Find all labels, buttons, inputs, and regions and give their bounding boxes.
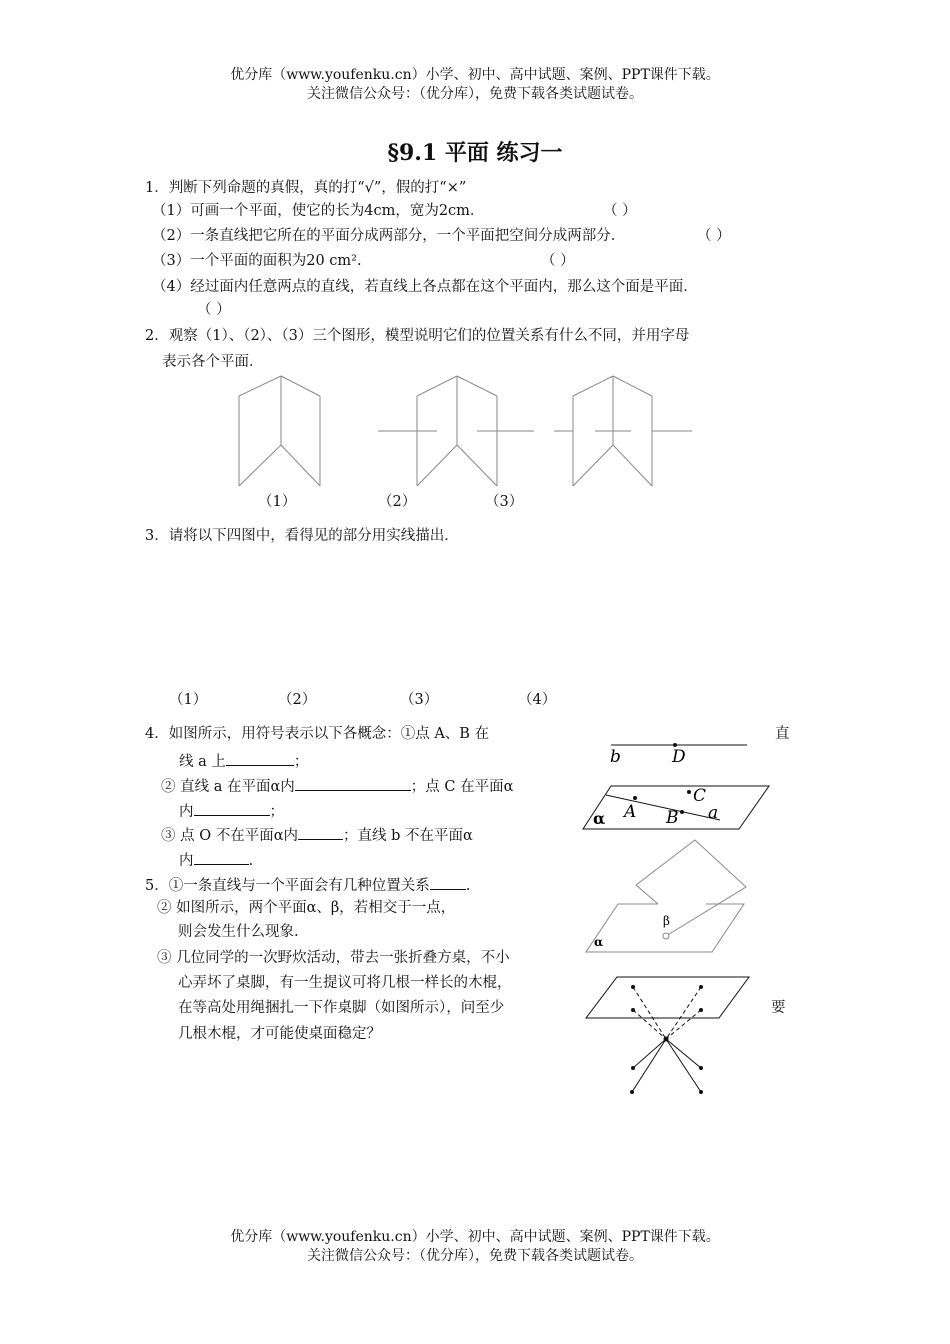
q4-line-5-end: ；直线 b 不在平面α — [343, 828, 473, 844]
label-B: B — [666, 808, 679, 828]
page-title: §9.1 平面 练习一 — [387, 140, 563, 166]
label-D: D — [672, 747, 686, 767]
label-beta: β — [663, 914, 670, 928]
q2-label-2: （2） — [378, 494, 417, 510]
q5-line-5: 心弄坏了桌脚，有一生提议可将几根一样长的木棍， — [178, 975, 512, 991]
q5-line-6-right: 要 — [771, 1000, 786, 1016]
q3-stem: 3．请将以下四图中，看得见的部分用实线描出． — [145, 528, 459, 544]
q4-line-6-text: 内 — [179, 853, 194, 869]
label-alpha-2: α — [594, 935, 604, 949]
q2-label-3: （3） — [485, 494, 524, 510]
q4-line-4-text: 内 — [179, 804, 194, 820]
q4-line-5-text: ③ 点 O 不在平面α内 — [161, 828, 299, 844]
table-top — [586, 977, 749, 1018]
q4-line-1-right: 直 — [775, 726, 790, 742]
q4-line-1: 4．如图所示，用符号表示以下各概念：①点 A、B 在 — [145, 726, 490, 742]
q5-line-2: ② 如图所示，两个平面α、β，若相交于一点， — [157, 900, 456, 916]
q2-line-1: 2．观察（1）、（2）、（3）三个图形，模型说明它们的位置关系有什么不同，并用字母 — [145, 328, 690, 344]
label-b: b — [610, 747, 621, 767]
q1-item-2-paren[interactable]: （ ） — [697, 228, 731, 244]
q4-line-6-end: . — [248, 853, 254, 869]
q4-line-2-end: ； — [293, 754, 309, 770]
q5-line-1-text: 5．①一条直线与一个平面会有几种位置关系 — [145, 878, 430, 894]
q1-item-4-paren[interactable]: （ ） — [197, 302, 231, 318]
q5-line-4: ③ 几位同学的一次野炊活动，带去一张折叠方桌，不小 — [157, 950, 510, 966]
q2-line-2: 表示各个平面． — [162, 354, 264, 370]
footer-line-2: 关注微信公众号：（优分库），免费下载各类试题试卷。 — [307, 1248, 643, 1264]
q5-line-6: 在等高处用绳捆扎一下作桌脚（如图所示），问至少 — [178, 1000, 505, 1016]
header-line-2: 关注微信公众号：（优分库），免费下载各类试题试卷。 — [307, 86, 643, 102]
q4-line-4-end: ； — [269, 804, 284, 820]
q1-item-1: （1）可画一个平面，使它的长为4cm，宽为2cm． — [152, 203, 485, 219]
label-A: A — [624, 802, 637, 822]
q2-label-1: （1） — [258, 494, 297, 510]
q1-item-3: （3）一个平面的面积为20 cm². — [152, 253, 362, 269]
q1-item-3-paren[interactable]: （ ） — [541, 253, 575, 269]
label-C: C — [693, 786, 707, 806]
q5-line-7: 几根木棍，才可能使桌面稳定？ — [178, 1026, 381, 1042]
q4-line-3-text: ② 直线 a 在平面α内 — [161, 779, 295, 795]
q1-item-4: （4）经过面内任意两点的直线，若直线上各点都在这个平面内，那么这个面是平面． — [152, 279, 698, 295]
binding-point — [664, 1037, 669, 1042]
footer-line-1: 优分库（www.youfenku.cn）小学、初中、高中试题、案例、PPT课件下载。 — [230, 1229, 720, 1245]
q5-line-1-end: . — [465, 878, 471, 894]
q3-label-2: （2） — [278, 692, 317, 708]
label-a: a — [708, 803, 719, 823]
q3-label-3: （3） — [400, 692, 439, 708]
label-alpha: α — [593, 809, 606, 828]
q5-line-3: 则会发生什么现象. — [178, 924, 299, 940]
q4-line-2-text: 线 a 上 — [179, 754, 226, 770]
q3-label-1: （1） — [169, 692, 208, 708]
q4-line-3-end: ；点 C 在平面α — [410, 779, 514, 795]
q1-stem: 1．判断下列命题的真假，真的打“√”，假的打“×” — [145, 180, 467, 196]
q3-label-4: （4） — [518, 692, 557, 708]
q1-item-1-paren[interactable]: （ ） — [603, 203, 637, 219]
q1-item-2: （2）一条直线把它所在的平面分成两部分，一个平面把空间分成两部分． — [152, 228, 626, 244]
header-line-1: 优分库（www.youfenku.cn）小学、初中、高中试题、案例、PPT课件下载。 — [230, 67, 720, 83]
